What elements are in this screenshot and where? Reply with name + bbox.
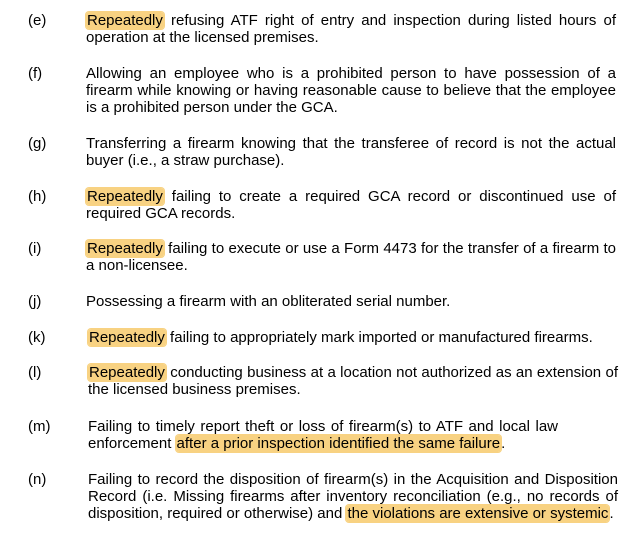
item-body: conducting business at a location not authorized as an extension of the licensed business premises.: [88, 364, 618, 398]
item-body: Failing to timely report theft or loss of firearm(s) to ATF and local law enforcement: [88, 418, 558, 452]
item-text: [88, 364, 618, 398]
item-text: [86, 293, 616, 310]
item-body: Allowing an employee who is a prohibited person to have possession of a firearm while knowing or having reasonable cause to believe that the employee is a prohibited person under the GCA.: [86, 65, 616, 116]
highlighted-text: Repeatedly: [87, 12, 163, 29]
item-tail: .: [501, 435, 506, 452]
item-label: (g): [28, 135, 47, 152]
item-text: [88, 329, 618, 346]
highlighted-text: Repeatedly: [87, 188, 163, 205]
item-label: (m): [28, 418, 51, 435]
item-body: failing to appropriately mark imported or manufactured firearms.: [165, 329, 593, 346]
item-label: (l): [28, 364, 42, 381]
item-text: [86, 188, 616, 222]
item-body: refusing ATF right of entry and inspection during listed hours of operation at the licensed premises.: [86, 12, 616, 46]
item-text: [86, 135, 616, 169]
item-label: (j): [28, 293, 42, 310]
item-label: (e): [28, 12, 47, 29]
item-tail: .: [609, 505, 614, 522]
item-label: (k): [28, 329, 46, 346]
item-label: (n): [28, 471, 47, 488]
item-body: failing to execute or use a Form 4473 for the transfer of a firearm to a non-licensee.: [86, 240, 616, 274]
item-text: [86, 240, 616, 274]
item-text: [88, 471, 618, 522]
item-label: (f): [28, 65, 43, 82]
highlighted-text: Repeatedly: [87, 240, 163, 257]
item-body: Possessing a firearm with an obliterated serial number.: [86, 293, 451, 310]
highlighted-text: Repeatedly: [89, 364, 165, 381]
item-text: [88, 418, 558, 452]
item-body: failing to create a required GCA record or discontinued use of required GCA records.: [86, 188, 616, 222]
item-text: [86, 65, 616, 116]
highlighted-text: after a prior inspection identified the same failure: [176, 435, 501, 452]
item-body: Failing to record the disposition of firearm(s) in the Acquisition and Disposition Record (i.e. Missing firearms after inventory reconciliation (e.g., no records of disposition, required or otherwise) and: [88, 471, 618, 522]
item-label: (h): [28, 188, 47, 205]
item-text: [86, 12, 616, 46]
highlighted-text: the violations are extensive or systemic: [347, 505, 609, 522]
item-label: (i): [28, 240, 42, 257]
item-body: Transferring a firearm knowing that the transferee of record is not the actual buyer (i.e., a straw purchase).: [86, 135, 616, 169]
highlighted-text: Repeatedly: [89, 329, 165, 346]
